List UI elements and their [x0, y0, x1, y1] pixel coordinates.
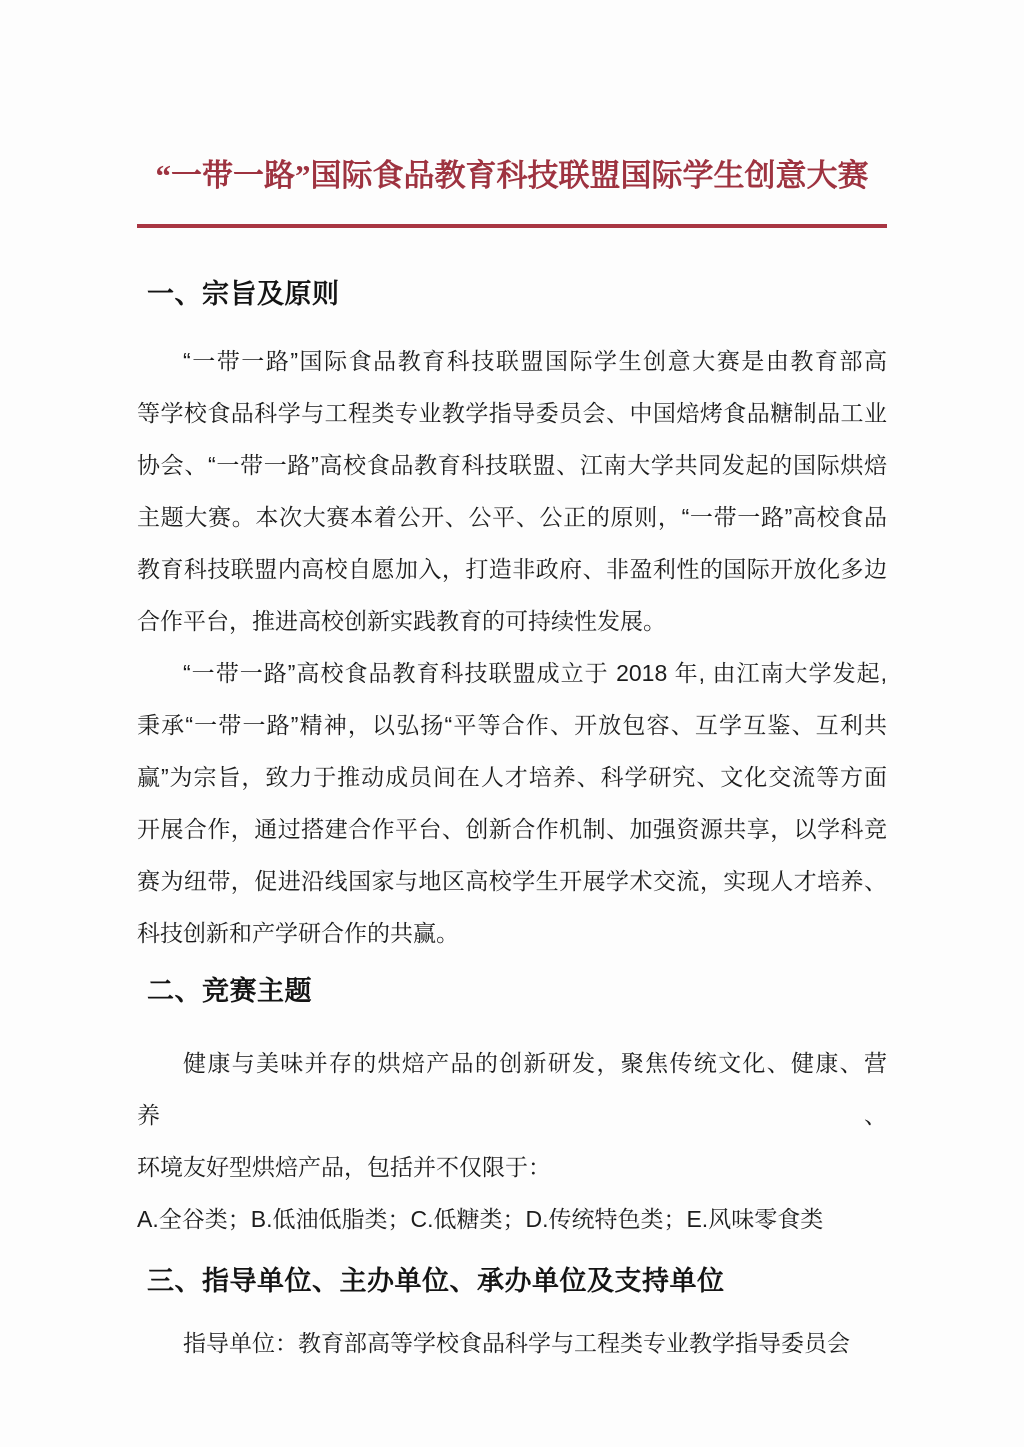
section-heading-organizers: 三、指导单位、主办单位、承办单位及支持单位 [147, 1266, 725, 1297]
body-line: 教育科技联盟内高校自愿加入，打造非政府、非盈利性的国际开放化多边 [137, 555, 887, 582]
body-line: 赢”为宗旨，致力于推动成员间在人才培养、科学研究、文化交流等方面 [137, 763, 887, 790]
body-line: 指导单位：教育部高等学校食品科学与工程类专业教学指导委员会 [183, 1330, 850, 1357]
body-line: 开展合作，通过搭建合作平台、创新合作机制、加强资源共享，以学科竞 [137, 815, 887, 842]
document-content [0, 156, 1024, 1369]
body-line: 健康与美味并存的烘焙产品的创新研发，聚焦传统文化、健康、营养、 [137, 1050, 887, 1129]
body-line: 合作平台，推进高校创新实践教育的可持续性发展。 [137, 607, 666, 634]
body-line: “一带一路”国际食品教育科技联盟国际学生创意大赛是由教育部高 [183, 347, 887, 374]
section-body [137, 1037, 887, 1245]
body-line: “一带一路”高校食品教育科技联盟成立于 2018 年, 由江南大学发起, [183, 659, 887, 686]
body-line: 科技创新和产学研合作的共赢。 [137, 919, 459, 946]
body-line: A.全谷类；B.低油低脂类；C.低糖类；D.传统特色类；E.风味零食类 [137, 1206, 824, 1233]
title-rule [137, 224, 887, 228]
section-heading-purpose: 一、宗旨及原则 [147, 279, 340, 310]
document-title: “一带一路”国际食品教育科技联盟国际学生创意大赛 [155, 158, 869, 193]
body-line: 等学校食品科学与工程类专业教学指导委员会、中国焙烤食品糖制品工业 [137, 399, 887, 426]
section-body [137, 1317, 887, 1369]
body-line: 主题大赛。本次大赛本着公开、公平、公正的原则，“一带一路”高校食品 [137, 503, 887, 530]
body-line: 环境友好型烘焙产品，包括并不仅限于： [137, 1154, 551, 1181]
section-heading-theme: 二、竞赛主题 [147, 975, 312, 1006]
body-line: 秉承“一带一路”精神，以弘扬“平等合作、开放包容、互学互鉴、互利共 [137, 711, 887, 738]
body-line: 协会、“一带一路”高校食品教育科技联盟、江南大学共同发起的国际烘焙 [137, 451, 887, 478]
section-body [137, 335, 887, 959]
body-line: 赛为纽带，促进沿线国家与地区高校学生开展学术交流，实现人才培养、 [137, 867, 887, 894]
